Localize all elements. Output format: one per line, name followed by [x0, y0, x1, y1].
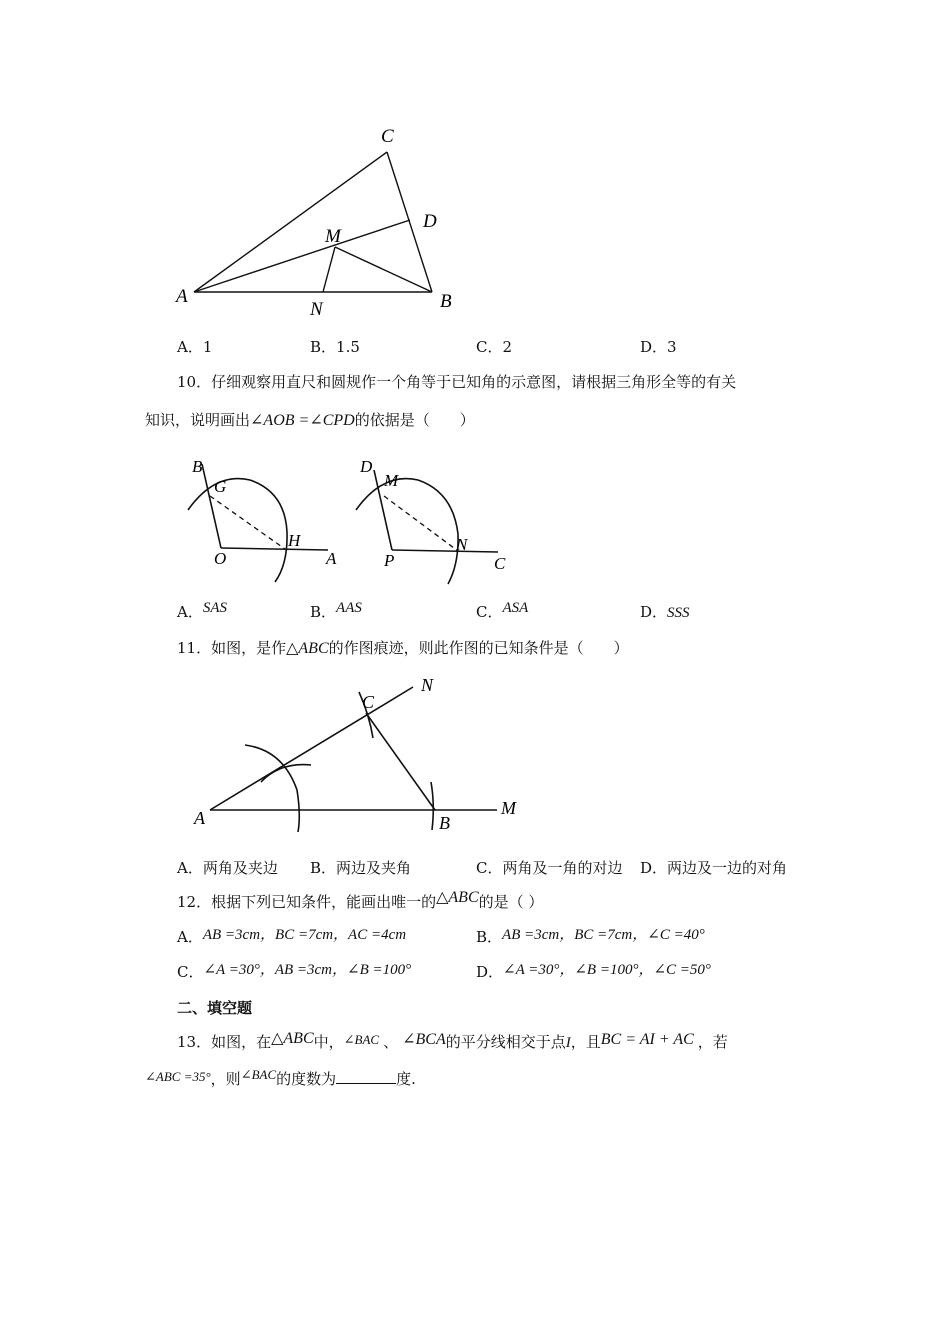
q13-t3: 、: [383, 1033, 399, 1051]
label-C-q11: C: [362, 692, 375, 712]
q13-t4: 的平分线相交于点: [445, 1033, 566, 1051]
q13-angle-bac-2: ∠BAC: [240, 1067, 277, 1082]
label-C-right: C: [494, 554, 506, 573]
q11-option-d: D．两边及一边的对角: [640, 859, 788, 877]
q13-triangle: △ABC: [271, 1030, 314, 1047]
q10-option-c: [476, 602, 528, 623]
q12-option-c-letter: C．: [177, 963, 204, 981]
q13-t2: 中，: [313, 1033, 344, 1051]
q10-option-b-letter: B．: [310, 603, 337, 621]
q13-line2: [145, 1069, 416, 1090]
label-B-q11: B: [439, 813, 450, 833]
q13-t1: 13．如图，在: [177, 1033, 272, 1051]
q9-option-c: C．2: [476, 338, 513, 356]
label-M-q11: M: [501, 798, 516, 818]
q11-text-post: 的作图痕迹，则此作图的已知条件是（ ）: [328, 639, 629, 657]
q9-option-d: D．3: [640, 338, 677, 356]
q12-option-a: [177, 927, 406, 948]
label-B-left: B: [192, 457, 203, 476]
q12-option-b-letter: B．: [476, 928, 503, 946]
section-heading: 二、填空题: [177, 999, 253, 1017]
label-G: G: [214, 477, 227, 496]
angle-construction-right: [348, 452, 523, 587]
q12-stem: [177, 889, 544, 913]
triangle-figure-q9: [170, 120, 470, 325]
label-A-left: A: [326, 549, 337, 568]
q13-t5: ，且: [570, 1033, 601, 1051]
q13-t7: ，则: [210, 1070, 241, 1088]
q13-point-i: I: [565, 1035, 571, 1051]
q13-t8: 的度数为: [276, 1070, 337, 1088]
q12-option-c-value: ∠A =30°，AB =3cm，∠B =100°: [203, 962, 412, 978]
q10-option-a-letter: A．: [177, 603, 203, 621]
q10-text-post: 的依据是（ ）: [354, 411, 475, 429]
q11-option-c: C．两角及一角的对边: [476, 859, 623, 877]
q11-option-a: A．两角及夹边: [177, 859, 278, 877]
q10-option-b-value: AAS: [336, 600, 362, 616]
q12-option-d-value: ∠A =30°，∠B =100°，∠C =50°: [503, 962, 711, 978]
q10-option-c-letter: C．: [476, 603, 503, 621]
q10-line1: 10．仔细观察用直尺和圆规作一个角等于已知角的示意图，请根据三角形全等的有关: [177, 373, 737, 391]
q13-t6: ，若: [697, 1033, 728, 1051]
q13-line1: [177, 1032, 728, 1053]
q13-angle-bca: ∠BCA: [402, 1031, 446, 1048]
q13-angle-bac: ∠BAC: [343, 1032, 380, 1047]
label-N: N: [310, 299, 323, 320]
triangle-construction-q11: [185, 670, 535, 840]
q12-option-b-value: AB =3cm，BC =7cm，∠C =40°: [502, 927, 705, 943]
q11-text-pre: 11．如图，是作: [177, 639, 287, 657]
q12-option-d: [476, 962, 711, 983]
q10-option-b: [310, 602, 362, 623]
q13-t9: 度.: [396, 1070, 416, 1088]
q12-option-b: [476, 927, 705, 948]
q10-option-a: [177, 602, 227, 623]
label-B: B: [440, 291, 452, 312]
q12-option-c: [177, 962, 411, 983]
label-P: P: [384, 551, 395, 570]
q13-equation: BC = AI + AC: [600, 1031, 694, 1048]
label-D: D: [423, 211, 437, 232]
q12-option-a-letter: A．: [177, 928, 203, 946]
label-A: A: [176, 286, 188, 307]
label-N-q11: N: [421, 675, 434, 695]
answer-blank: [336, 1069, 396, 1084]
q12-text-post: 的是（ ）: [478, 893, 544, 911]
q10-line2: [145, 410, 475, 431]
label-O: O: [214, 549, 227, 568]
label-H: H: [288, 531, 301, 550]
q9-option-a: A．1: [177, 338, 213, 356]
q11-math: △ABC: [286, 640, 329, 657]
q12-text-pre: 12．根据下列已知条件，能画出唯一的: [177, 893, 437, 911]
label-C: C: [381, 126, 394, 147]
q10-option-a-value: SAS: [202, 600, 228, 616]
label-A-q11: A: [194, 808, 205, 828]
angle-construction-left: [180, 452, 355, 587]
q10-option-d-value: SSS: [667, 605, 690, 621]
q10-math: ∠AOB =∠CPD: [250, 412, 355, 429]
q11-option-b: B．两边及夹角: [310, 859, 412, 877]
label-M-right: M: [384, 471, 399, 490]
label-M: M: [325, 226, 341, 247]
label-N-right: N: [456, 535, 468, 554]
q9-option-b: B．1.5: [310, 338, 360, 356]
q12-option-a-value: AB =3cm，BC =7cm，AC =4cm: [202, 927, 407, 943]
q10-option-d: [640, 602, 690, 623]
q12-option-d-letter: D．: [476, 963, 504, 981]
q13-angle-abc: ∠ABC =35°: [145, 1069, 211, 1084]
label-D-right: D: [360, 457, 373, 476]
q10-option-d-letter: D．: [640, 603, 668, 621]
q10-text-pre: 知识，说明画出: [145, 411, 251, 429]
q12-math: △ABC: [436, 889, 479, 906]
q10-option-c-value: ASA: [502, 600, 529, 616]
q11-stem: [177, 638, 629, 659]
